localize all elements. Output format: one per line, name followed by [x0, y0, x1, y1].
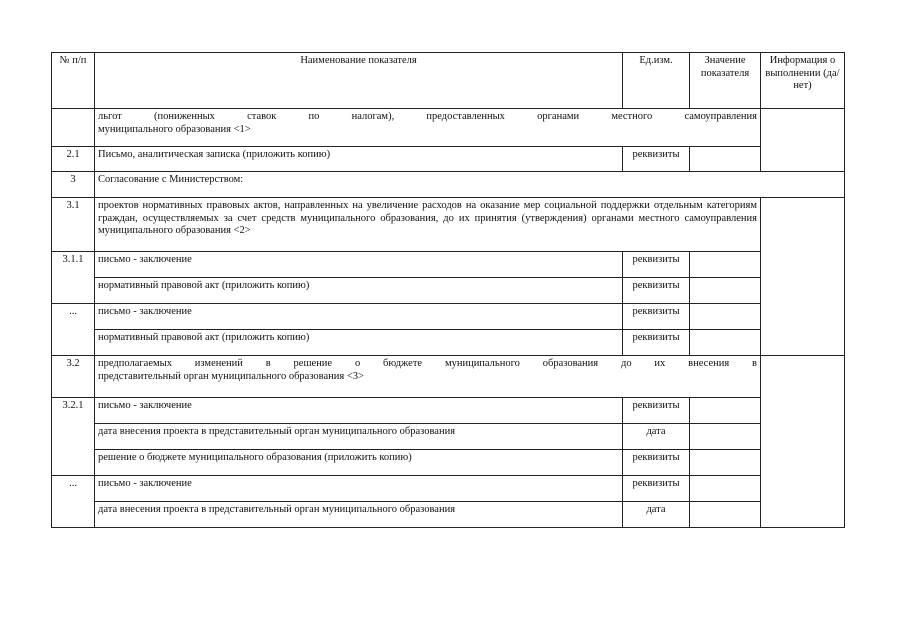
row-name: нормативный правовой акт (приложить копию) [95, 278, 623, 304]
row-name: нормативный правовой акт (приложить копию) [95, 330, 623, 356]
info-cell [761, 356, 845, 528]
row-num-empty [52, 109, 95, 147]
row-unit: реквизиты [623, 252, 690, 278]
row-unit: реквизиты [623, 147, 690, 172]
row-unit: реквизиты [623, 476, 690, 502]
row-unit: реквизиты [623, 330, 690, 356]
row-num: 2.1 [52, 147, 95, 172]
row-num: 3.2.1 [52, 398, 95, 476]
table-row [52, 304, 845, 330]
value-cell [690, 147, 761, 172]
value-cell [690, 476, 761, 502]
row-unit: реквизиты [623, 278, 690, 304]
info-cell [761, 198, 845, 356]
indicators-table [51, 52, 845, 528]
row-name: Письмо, аналитическая записка (приложить копию) [95, 147, 623, 172]
row-unit: дата [623, 424, 690, 450]
table-row [52, 356, 845, 398]
row-name: дата внесения проекта в представительный орган муниципального образования [95, 502, 623, 528]
row-name: Согласование с Министерством: [95, 172, 845, 198]
row-unit: реквизиты [623, 398, 690, 424]
header-unit: Ед.изм. [623, 53, 690, 109]
row-num: ... [52, 304, 95, 356]
row-num: 3.1 [52, 198, 95, 252]
table-row [52, 278, 845, 304]
row-name: решение о бюджете муниципального образования (приложить копию) [95, 450, 623, 476]
row-num: 3 [52, 172, 95, 198]
row-unit: дата [623, 502, 690, 528]
row-num: 3.2 [52, 356, 95, 398]
row-num: ... [52, 476, 95, 528]
row-name: письмо - заключение [95, 304, 623, 330]
value-cell [690, 450, 761, 476]
table-row [52, 424, 845, 450]
row-num: 3.1.1 [52, 252, 95, 304]
row-name: письмо - заключение [95, 252, 623, 278]
table-row [52, 502, 845, 528]
table-row [52, 252, 845, 278]
value-cell [690, 278, 761, 304]
table-row [52, 198, 845, 252]
row-unit: реквизиты [623, 450, 690, 476]
row-name-continuation: льгот (пониженных ставок по налогам), предоставленных органами местного самоуправления муниципального образования <1> [95, 109, 761, 147]
value-cell [690, 398, 761, 424]
table-row [52, 476, 845, 502]
table-row [52, 172, 845, 198]
header-info: Информация о выполнении (да/ нет) [761, 53, 845, 109]
table-row [52, 450, 845, 476]
header-num: № п/п [52, 53, 95, 109]
row-name: письмо - заключение [95, 398, 623, 424]
info-cell [761, 109, 845, 172]
table-row [52, 330, 845, 356]
row-name: письмо - заключение [95, 476, 623, 502]
header-name: Наименование показателя [95, 53, 623, 109]
table-row [52, 147, 845, 172]
value-cell [690, 304, 761, 330]
row-unit: реквизиты [623, 304, 690, 330]
header-row [52, 53, 845, 109]
row-name: проектов нормативных правовых актов, направленных на увеличение расходов на оказание мер социальной поддержки отдельным категориям граждан, осуществляемых за счет средств муниципального образования, до их принятия (утверждения) органами местного самоуправления муниципального образования <2> [95, 198, 761, 252]
value-cell [690, 502, 761, 528]
table-row [52, 109, 845, 147]
value-cell [690, 330, 761, 356]
value-cell [690, 252, 761, 278]
row-name: предполагаемых изменений в решение о бюджете муниципального образования до их внесения в представительный орган муниципального образования <3> [95, 356, 761, 398]
table-row [52, 398, 845, 424]
header-value: Значение показателя [690, 53, 761, 109]
row-name: дата внесения проекта в представительный орган муниципального образования [95, 424, 623, 450]
value-cell [690, 424, 761, 450]
